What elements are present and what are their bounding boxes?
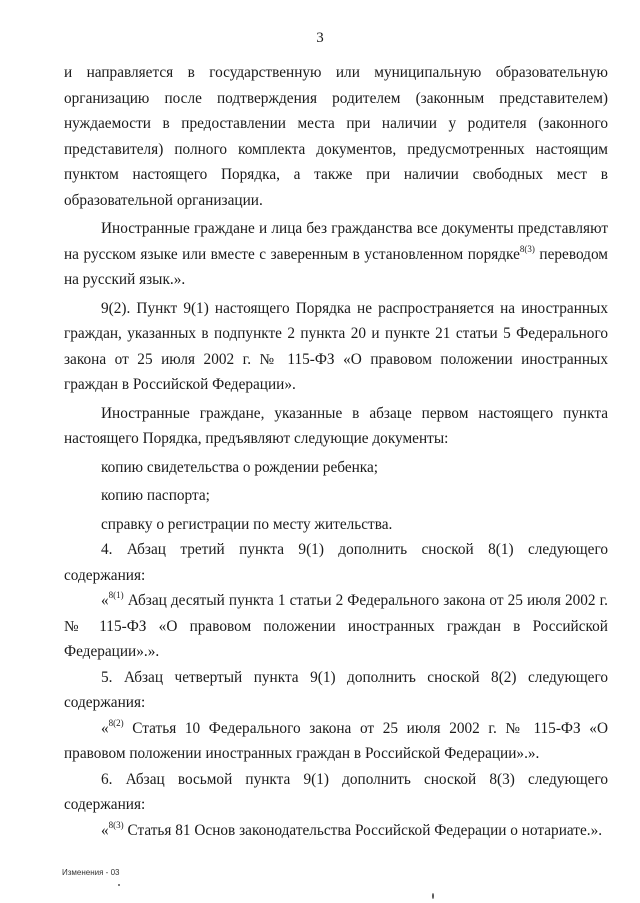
paragraph-9-2: 9(2). Пункт 9(1) настоящего Порядка не распространяется на иностранных граждан, указанных в подпункте 2 пункта 20 и пункте 21 статьи 5 Федерального закона от 25 июля 2002 г. № 115-ФЗ «О правовом положении иностранных граждан в Российской Федерации». bbox=[64, 299, 608, 393]
paragraph-foreign-documents: Иностранные граждане и лица без гражданства все документы представляют на русском языке или вместе с заверенным в установленном порядке$^{8(3)}$ переводом на русский язык.». bbox=[64, 220, 608, 288]
footnote-mark: 8(3) bbox=[108, 819, 124, 830]
paragraph-continuation: и направляется в государственную или муниципальную образовательную организацию после подтверждения родителем (законным представителем) нуждаемости в предоставлении места при наличии у родителя (законного представителя) полного комплекта документов, предусмотренных настоящим пунктом настоящего Порядка, а также при наличии свободных мест в образовательной организации. bbox=[64, 64, 608, 209]
scan-speck bbox=[432, 893, 434, 899]
footnote-mark: 8(3) bbox=[519, 243, 535, 254]
footnote-8-3: «$^{8(3)}$ Статья 81 Основ законодательства Российской Федерации о нотариате.». bbox=[101, 819, 603, 839]
footnote-8-2: «$^{8(2)}$ Статья 10 Федерального закона от 25 июля 2002 г. № 115-ФЗ «О правовом положении иностранных граждан в Российской Федерации».». bbox=[64, 717, 608, 762]
page-number: 3 bbox=[316, 30, 324, 46]
amendment-5: 5. Абзац четвертый пункта 9(1) дополнить сноской 8(2) следующего содержания: bbox=[64, 668, 608, 711]
footnote-mark: 8(1) bbox=[108, 590, 124, 600]
list-item-registration: справку о регистрации по месту жительства. bbox=[101, 515, 393, 533]
footnote-8-1: «$^{8(1)}$ Абзац десятый пункта 1 статьи 2 Федерального закона от 25 июля 2002 г. № 115-ФЗ «О правовом положении иностранных граждан в Российской Федерации».». bbox=[64, 590, 608, 660]
amendment-6: 6. Абзац восьмой пункта 9(1) дополнить сноской 8(3) следующего содержания: bbox=[64, 770, 608, 813]
scan-speck bbox=[118, 884, 120, 886]
amendment-4: 4. Абзац третий пункта 9(1) дополнить сноской 8(1) следующего содержания: bbox=[64, 541, 608, 584]
list-item-birth-certificate: копию свидетельства о рождении ребенка; bbox=[101, 458, 379, 476]
paragraph-foreign-citizens: Иностранные граждане, указанные в абзаце первом настоящего пункта настоящего Порядка, предъявляют следующие документы: bbox=[64, 404, 608, 447]
footnote-mark: 8(2) bbox=[108, 717, 124, 728]
footer-revision-label: Изменения - 03 bbox=[62, 868, 120, 877]
list-item-passport: копию паспорта; bbox=[101, 487, 210, 504]
document-body bbox=[64, 60, 608, 843]
